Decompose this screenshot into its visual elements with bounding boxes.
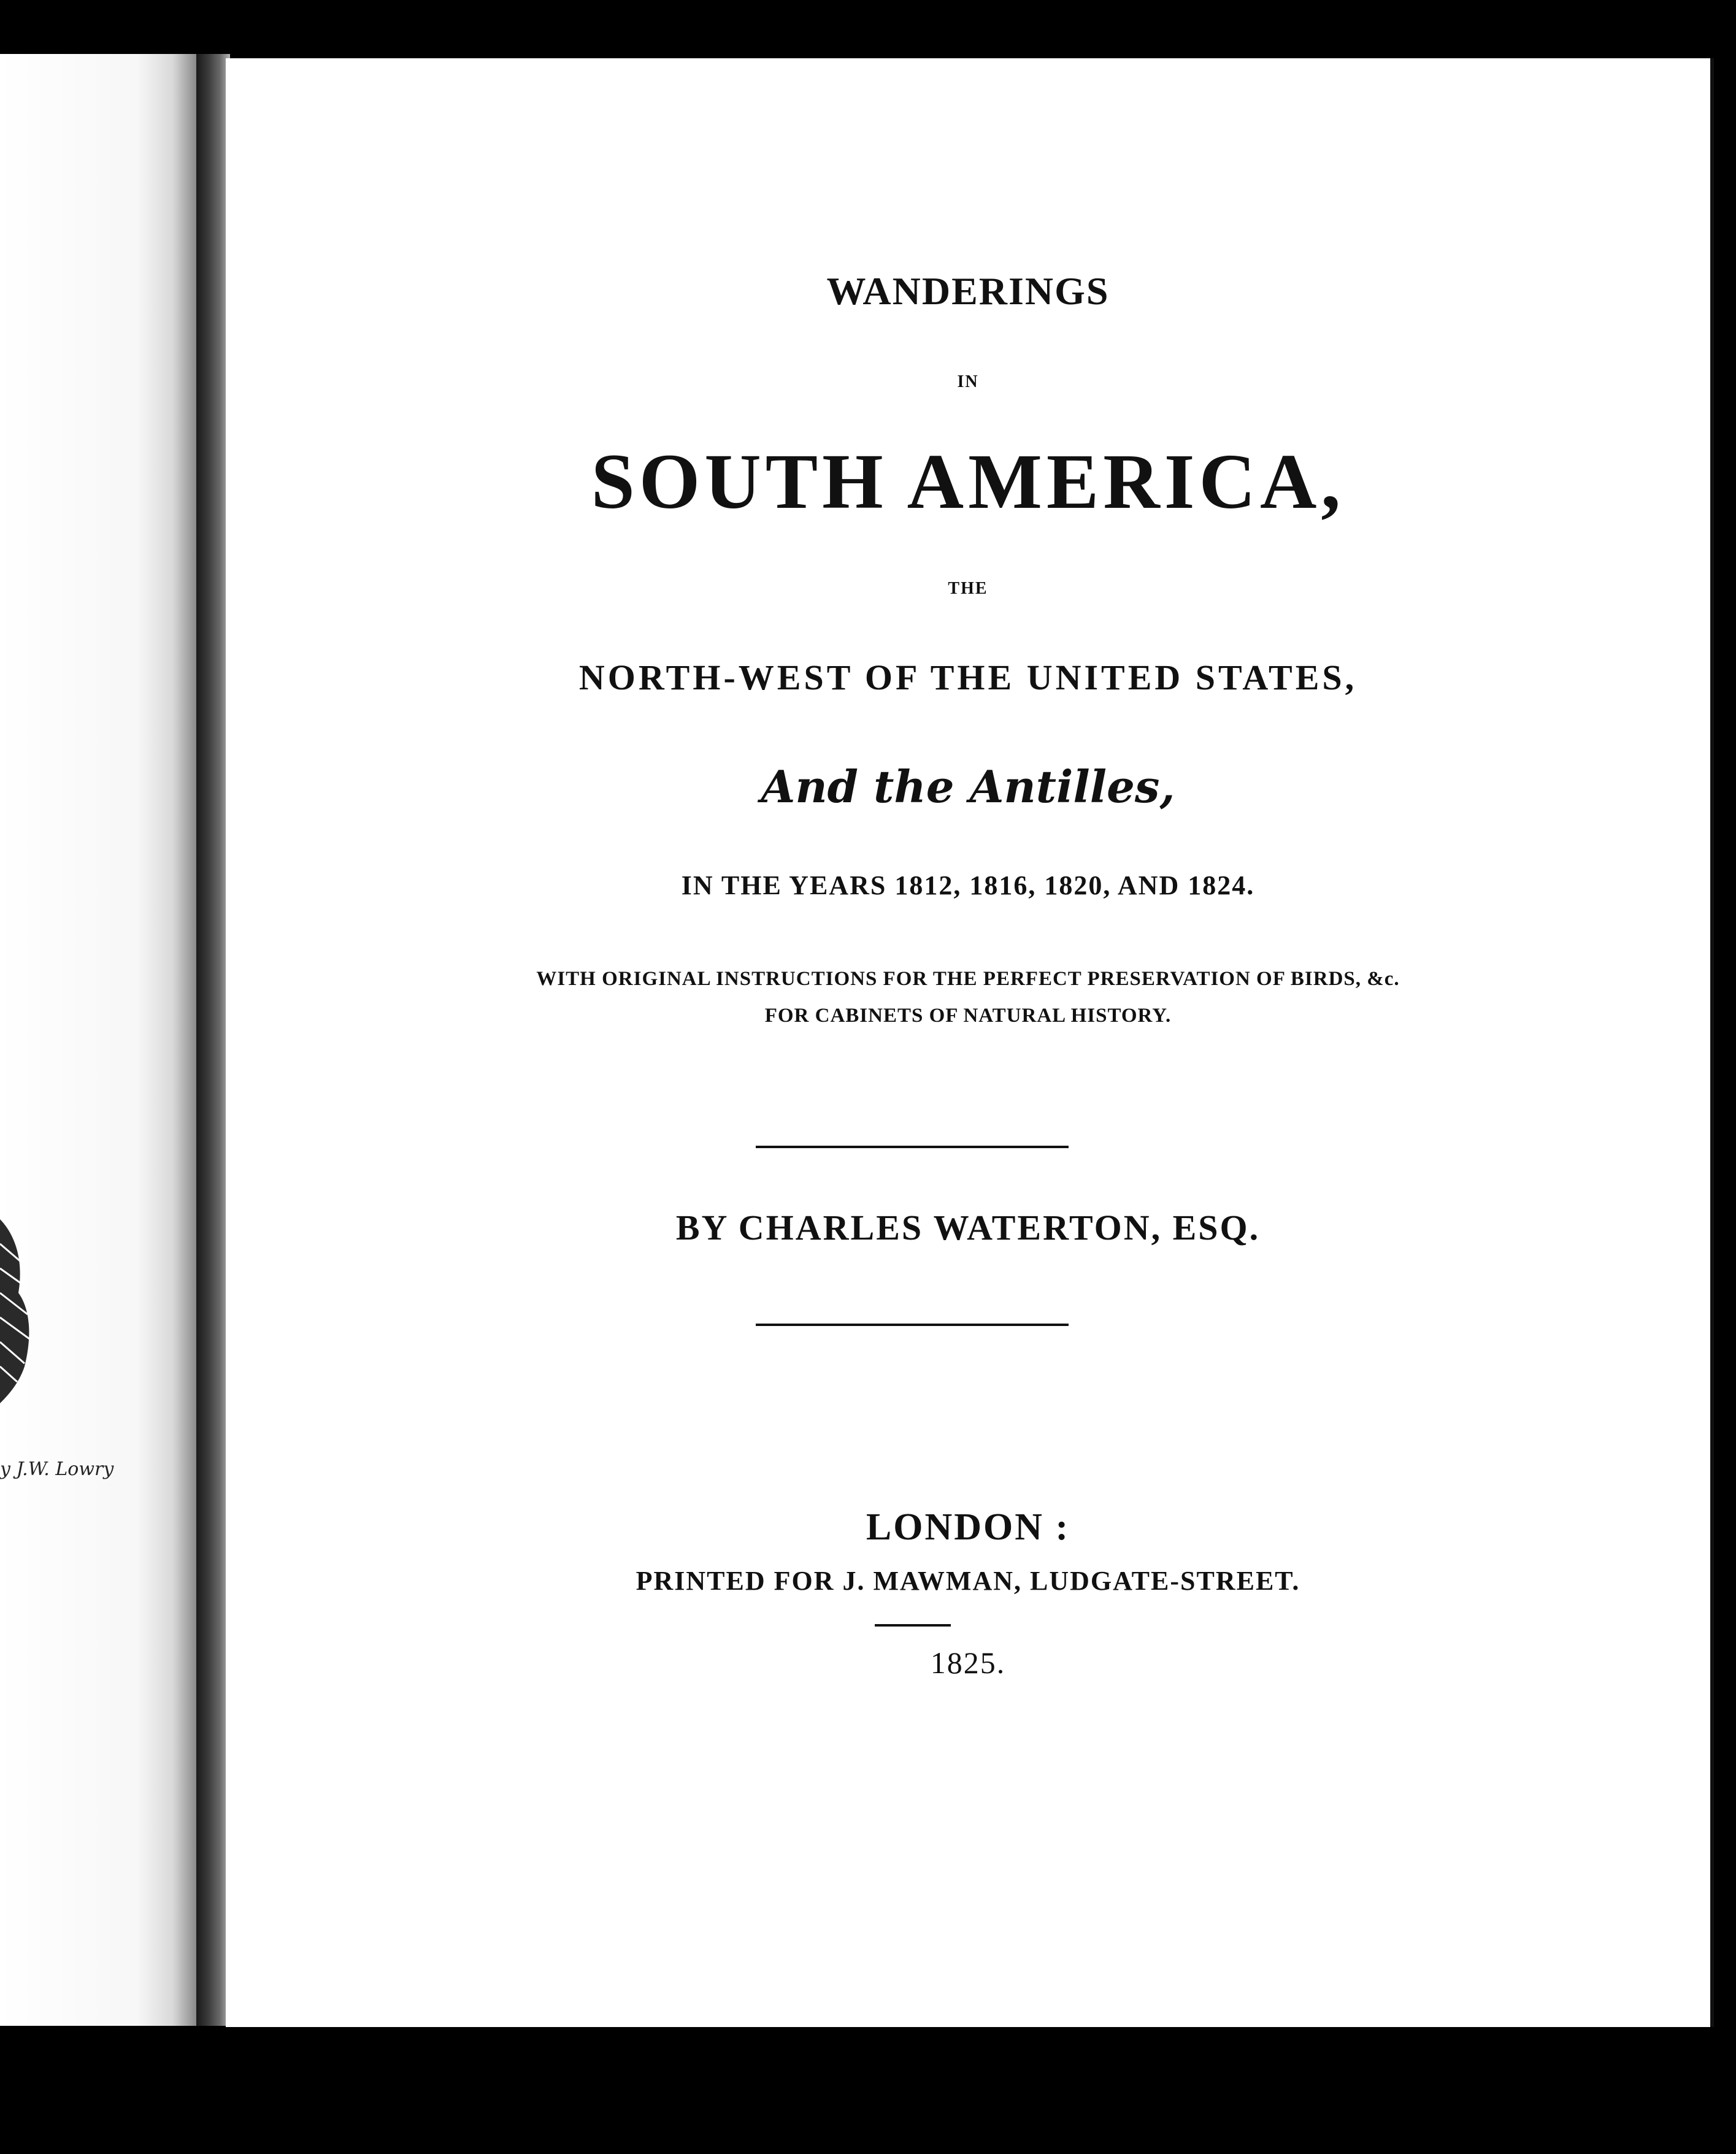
subtitle-instructions: WITH ORIGINAL INSTRUCTIONS FOR THE PERFECT PRESERVATION OF BIRDS, &c. xyxy=(536,968,1400,990)
plate-engraver-credit: y J.W. Lowry xyxy=(0,1458,114,1480)
previous-page-edge xyxy=(0,54,196,2026)
title-connector-the: THE xyxy=(948,579,988,598)
author-line: BY CHARLES WATERTON, ESQ. xyxy=(675,1208,1261,1248)
book-gutter-shadow xyxy=(196,54,230,2026)
imprint-printer: PRINTED FOR J. MAWMAN, LUDGATE-STREET. xyxy=(636,1566,1300,1596)
title-region-northwest: NORTH-WEST OF THE UNITED STATES, xyxy=(578,657,1358,697)
title-region-antilles: And the Antilles, xyxy=(761,761,1175,813)
title-connector-in: IN xyxy=(957,372,979,391)
imprint-year: 1825. xyxy=(930,1646,1006,1680)
book-title: WANDERINGS xyxy=(826,269,1110,313)
title-page xyxy=(226,58,1710,2027)
travel-years: IN THE YEARS 1812, 1816, 1820, AND 1824. xyxy=(681,870,1255,900)
subtitle-cabinets: FOR CABINETS OF NATURAL HISTORY. xyxy=(764,1005,1172,1027)
divider-rule xyxy=(756,1324,1069,1326)
divider-rule xyxy=(756,1146,1069,1148)
title-region-south-america: SOUTH AMERICA, xyxy=(591,438,1345,525)
imprint-city: LONDON : xyxy=(866,1506,1070,1548)
page-edge-border xyxy=(1710,58,1714,2027)
feather-illustration-icon xyxy=(0,1207,37,1403)
short-divider-rule xyxy=(875,1624,951,1627)
